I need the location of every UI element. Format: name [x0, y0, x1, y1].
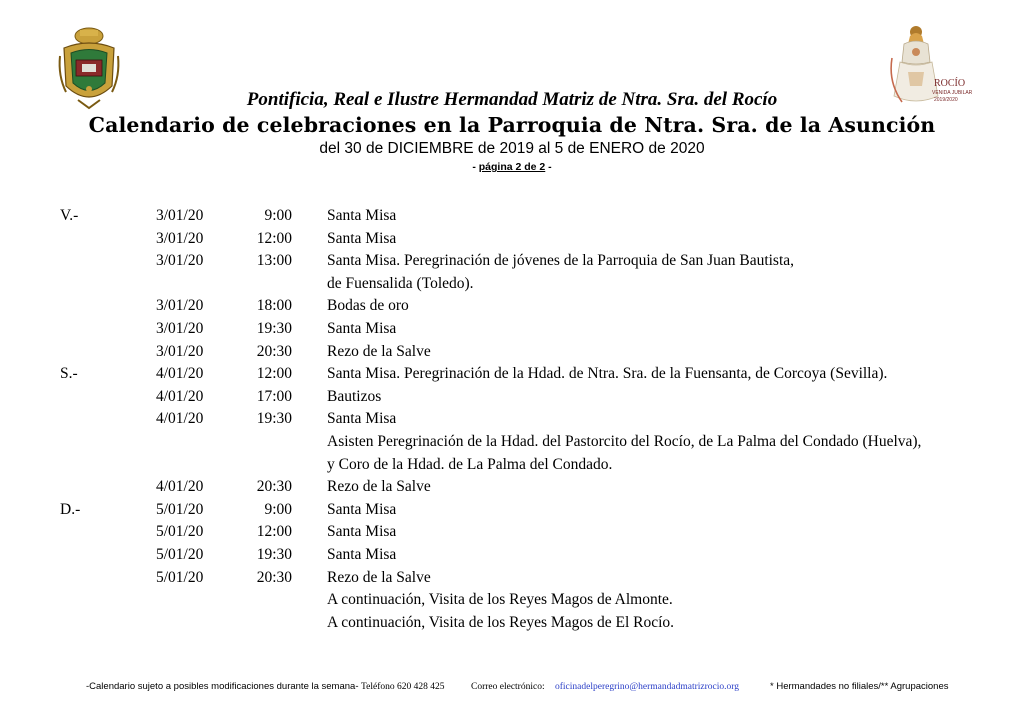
organization-name: Pontificia, Real e Ilustre Hermandad Matriz de Ntra. Sra. del Rocío: [246, 89, 778, 110]
schedule-row: [0, 386, 1024, 409]
schedule-time: 9:00: [264, 500, 292, 518]
schedule-date: 3/01/20: [156, 207, 204, 224]
schedule-date: 3/01/20: [156, 342, 204, 360]
schedule-description: Rezo de la Salve: [327, 568, 431, 586]
schedule-row: [0, 521, 1024, 544]
schedule-row: [0, 612, 1024, 635]
schedule-description: Bodas de oro: [327, 297, 409, 315]
schedule-date: 3/01/20: [156, 252, 204, 270]
footer-phone: Teléfono 620 428 425: [361, 682, 445, 692]
schedule-row: [0, 205, 1024, 228]
schedule-time: 20:30: [256, 342, 292, 360]
schedule-date: 3/01/20: [156, 297, 204, 315]
footer-email-link[interactable]: oficinadelperegrino@hermandadmatrizrocio.org: [555, 682, 739, 692]
schedule-description: de Fuensalida (Toledo).: [327, 274, 474, 292]
footer-disclaimer: -Calendario sujeto a posibles modificaciones durante la semana-: [86, 681, 359, 692]
schedule-description: Rezo de la Salve: [327, 478, 431, 496]
svg-text:2019/2020: 2019/2020: [934, 97, 958, 103]
schedule-date: 4/01/20: [156, 387, 204, 405]
schedule-time: 12:00: [256, 229, 292, 247]
schedule-date: 5/01/20: [156, 545, 204, 563]
schedule-description: Santa Misa: [327, 545, 397, 563]
schedule-description: Santa Misa. Peregrinación de jóvenes de la Parroquia de San Juan Bautista,: [327, 252, 795, 270]
schedule-date: 5/01/20: [156, 523, 204, 541]
schedule-time: 12:00: [256, 365, 292, 383]
schedule-time: 20:30: [256, 568, 292, 586]
schedule-time: 17:00: [256, 387, 292, 405]
schedule-row: [0, 295, 1024, 318]
schedule-description: Santa Misa: [327, 410, 397, 428]
footer-note: * Hermandades no filiales/** Agrupaciones: [770, 681, 949, 692]
footer: [0, 680, 1024, 694]
svg-text:ROCÍO: ROCÍO: [934, 78, 966, 89]
schedule-description: Santa Misa: [327, 207, 397, 224]
schedule-time: 19:30: [256, 319, 292, 337]
schedule-row: [0, 341, 1024, 364]
schedule-description: A continuación, Visita de los Reyes Magos de El Rocío.: [327, 613, 675, 631]
schedule-row: [0, 589, 1024, 612]
schedule-row: [0, 318, 1024, 341]
schedule-row: [0, 499, 1024, 522]
schedule-description: Santa Misa: [327, 319, 397, 337]
schedule-date: 3/01/20: [156, 319, 204, 337]
schedule-date: 3/01/20: [156, 229, 204, 247]
schedule-time: 13:00: [256, 252, 292, 270]
schedule-description: Santa Misa. Peregrinación de la Hdad. de Ntra. Sra. de la Fuensanta, de Corcoya (Sevilla).: [327, 365, 888, 383]
page-indicator: - página 2 de 2 -: [472, 161, 552, 173]
schedule-day: D.-: [60, 500, 81, 518]
schedule-description: Bautizos: [327, 387, 382, 405]
schedule-time: 19:30: [256, 545, 292, 563]
schedule-date: 5/01/20: [156, 500, 204, 518]
schedule-description: Santa Misa: [327, 523, 397, 541]
document-header: [0, 88, 1024, 175]
schedule-time: 20:30: [256, 478, 292, 496]
schedule-description: A continuación, Visita de los Reyes Magos de Almonte.: [327, 591, 673, 609]
schedule-day: V.-: [60, 207, 79, 224]
schedule-time: 19:30: [256, 410, 292, 428]
schedule-date: 4/01/20: [156, 410, 204, 428]
schedule-date: 4/01/20: [156, 365, 204, 383]
schedule-description: Santa Misa: [327, 500, 397, 518]
schedule-time: 12:00: [256, 523, 292, 541]
footer-email-label: Correo electrónico:: [471, 682, 545, 692]
schedule-row: [0, 273, 1024, 296]
schedule-date: 4/01/20: [156, 478, 204, 496]
schedule-row: [0, 454, 1024, 477]
schedule-description: y Coro de la Hdad. de La Palma del Condado.: [327, 455, 613, 473]
document-title: Calendario de celebraciones en la Parroquia de Ntra. Sra. de la Asunción: [88, 113, 936, 137]
schedule-row: [0, 250, 1024, 273]
svg-text:VENIDA JUBILAR: VENIDA JUBILAR: [932, 90, 973, 96]
schedule-description: Asisten Peregrinación de la Hdad. del Pastorcito del Rocío, de La Palma del Condado (Huelva),: [327, 432, 922, 450]
schedule-day: S.-: [60, 365, 78, 383]
schedule-row: [0, 544, 1024, 567]
schedule-row: [0, 431, 1024, 454]
schedule-description: Santa Misa: [327, 229, 397, 247]
schedule-list: [0, 205, 1024, 634]
date-range: del 30 de DICIEMBRE de 2019 al 5 de ENERO de 2020: [319, 140, 705, 157]
schedule-row: [0, 363, 1024, 386]
schedule-date: 5/01/20: [156, 568, 204, 586]
schedule-description: Rezo de la Salve: [327, 342, 431, 360]
schedule-row: [0, 476, 1024, 499]
schedule-row: [0, 408, 1024, 431]
schedule-time: 9:00: [264, 207, 292, 224]
schedule-time: 18:00: [256, 297, 292, 315]
schedule-row: [0, 228, 1024, 251]
schedule-row: [0, 567, 1024, 590]
